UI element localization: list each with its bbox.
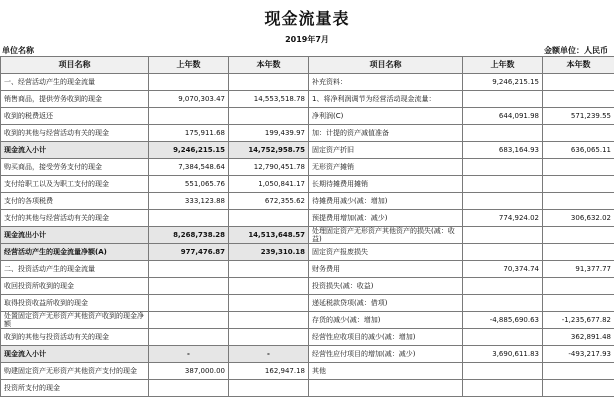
left-prev-value: 387,000.00 [149, 363, 229, 380]
left-item-label: 销售商品，提供劳务收到的现金 [1, 91, 149, 108]
left-item-label: 现金流入小计 [1, 346, 149, 363]
right-prev-value [463, 380, 543, 397]
table-row [1, 295, 614, 312]
right-curr-value: 362,891.48 [543, 329, 614, 346]
right-curr-value: -493,217.93 [543, 346, 614, 363]
table-row [1, 210, 614, 227]
left-curr-value: 239,310.18 [229, 244, 309, 261]
left-item-label: 支付的其他与经营活动有关的现金 [1, 210, 149, 227]
right-item-label: 补充资料： [309, 74, 463, 91]
header-item-2: 项目名称 [309, 57, 463, 74]
left-prev-value [149, 278, 229, 295]
right-item-label: 存货的减少(减：增加) [309, 312, 463, 329]
left-item-label: 收到的其他与投资活动有关的现金 [1, 329, 149, 346]
left-prev-value: 9,246,215.15 [149, 142, 229, 159]
left-prev-value: 333,123.88 [149, 193, 229, 210]
right-curr-value [543, 125, 614, 142]
left-item-label: 现金流出小计 [1, 227, 149, 244]
right-prev-value [463, 295, 543, 312]
table-row [1, 278, 614, 295]
left-curr-value [229, 278, 309, 295]
right-curr-value [543, 380, 614, 397]
statement-table [0, 56, 614, 397]
right-prev-value [463, 278, 543, 295]
right-prev-value [463, 244, 543, 261]
right-prev-value [463, 176, 543, 193]
left-curr-value [229, 108, 309, 125]
table-row [1, 142, 614, 159]
right-item-label: 加：计提的资产减值准备 [309, 125, 463, 142]
right-prev-value [463, 125, 543, 142]
left-curr-value: 672,355.62 [229, 193, 309, 210]
right-prev-value [463, 329, 543, 346]
left-curr-value: 199,439.97 [229, 125, 309, 142]
left-item-label: 收到的其他与经营活动有关的现金 [1, 125, 149, 142]
left-curr-value [229, 295, 309, 312]
right-prev-value: 9,246,215.15 [463, 74, 543, 91]
left-curr-value [229, 312, 309, 329]
left-prev-value: 9,070,303.47 [149, 91, 229, 108]
right-curr-value [543, 74, 614, 91]
page-title: 现金流量表 [264, 9, 350, 28]
table-row [1, 176, 614, 193]
right-item-label: 财务费用 [309, 261, 463, 278]
currency-unit-label: 金额单位：人民币 [544, 46, 608, 55]
left-prev-value: 175,911.68 [149, 125, 229, 142]
left-prev-value [149, 295, 229, 312]
left-prev-value: 977,476.87 [149, 244, 229, 261]
left-item-label: 处置固定资产无形资产其他资产收到的现金净额 [1, 312, 149, 329]
table-row [1, 74, 614, 91]
right-item-label: 长期待摊费用摊销 [309, 176, 463, 193]
right-curr-value: -1,235,677.82 [543, 312, 614, 329]
left-curr-value: 14,752,958.75 [229, 142, 309, 159]
table-row [1, 108, 614, 125]
left-item-label: 二、投资活动产生的现金流量 [1, 261, 149, 278]
table-row [1, 380, 614, 397]
left-item-label: 投资所支付的现金 [1, 380, 149, 397]
right-item-label: 预提费用增加(减：减少) [309, 210, 463, 227]
left-prev-value: 8,268,738.28 [149, 227, 229, 244]
left-item-label: 取得投资收益所收到的现金 [1, 295, 149, 312]
right-prev-value: 774,924.02 [463, 210, 543, 227]
table-row [1, 346, 614, 363]
right-prev-value [463, 227, 543, 244]
left-prev-value [149, 74, 229, 91]
right-item-label: 待摊费用减少(减：增加) [309, 193, 463, 210]
table-row [1, 261, 614, 278]
right-curr-value: 571,239.55 [543, 108, 614, 125]
right-curr-value [543, 363, 614, 380]
right-item-label [309, 380, 463, 397]
header-prev-year: 上年数 [149, 57, 229, 74]
right-item-label: 固定资产报废损失 [309, 244, 463, 261]
left-curr-value: - [229, 346, 309, 363]
left-curr-value: 12,790,451.78 [229, 159, 309, 176]
right-prev-value [463, 193, 543, 210]
right-prev-value: 683,164.93 [463, 142, 543, 159]
right-curr-value [543, 278, 614, 295]
left-curr-value [229, 329, 309, 346]
right-curr-value [543, 159, 614, 176]
left-curr-value: 1,050,841.17 [229, 176, 309, 193]
left-prev-value [149, 380, 229, 397]
company-name-label: 单位名称 [2, 46, 34, 55]
right-prev-value [463, 91, 543, 108]
right-prev-value: 70,374.74 [463, 261, 543, 278]
statement-table-wrapper [0, 56, 614, 400]
right-item-label: 无形资产摊销 [309, 159, 463, 176]
right-curr-value [543, 91, 614, 108]
right-curr-value [543, 295, 614, 312]
table-row [1, 91, 614, 108]
right-prev-value [463, 159, 543, 176]
right-item-label: 经营性应收项目的减少(减：增加) [309, 329, 463, 346]
report-period: 2019年7月 [285, 35, 329, 44]
left-item-label: 购买商品，接受劳务支付的现金 [1, 159, 149, 176]
right-curr-value [543, 193, 614, 210]
left-item-label: 支付给职工以及为职工支付的现金 [1, 176, 149, 193]
left-prev-value [149, 312, 229, 329]
right-curr-value: 306,632.02 [543, 210, 614, 227]
left-curr-value: 14,553,518.78 [229, 91, 309, 108]
left-item-label: 收到的税费返还 [1, 108, 149, 125]
right-item-label: 固定资产折旧 [309, 142, 463, 159]
table-header-row [1, 57, 614, 74]
left-curr-value [229, 210, 309, 227]
right-item-label: 1、将净利润调节为经营活动现金流量： [309, 91, 463, 108]
left-prev-value [149, 210, 229, 227]
right-item-label: 处理固定资产无形资产其他资产的损失(减：收益) [309, 227, 463, 244]
table-row [1, 159, 614, 176]
table-row [1, 363, 614, 380]
table-row [1, 193, 614, 210]
left-item-label: 支付的各项税费 [1, 193, 149, 210]
right-prev-value: -4,885,690.63 [463, 312, 543, 329]
left-prev-value [149, 329, 229, 346]
left-prev-value [149, 108, 229, 125]
right-curr-value [543, 244, 614, 261]
left-prev-value: 551,065.76 [149, 176, 229, 193]
left-item-label: 收回投资所收到的现金 [1, 278, 149, 295]
left-curr-value [229, 380, 309, 397]
right-item-label: 经营性应付项目的增加(减：减少) [309, 346, 463, 363]
left-item-label: 购建固定资产无形资产其他资产支付的现金 [1, 363, 149, 380]
left-prev-value: - [149, 346, 229, 363]
left-item-label: 一、经营活动产生的现金流量 [1, 74, 149, 91]
right-prev-value: 3,690,611.83 [463, 346, 543, 363]
left-curr-value: 162,947.18 [229, 363, 309, 380]
header-curr-year: 本年数 [229, 57, 309, 74]
header-prev-year-2: 上年数 [463, 57, 543, 74]
table-row [1, 227, 614, 244]
right-item-label: 递延税款贷项(减：借项) [309, 295, 463, 312]
right-curr-value [543, 227, 614, 244]
header-item: 项目名称 [1, 57, 149, 74]
table-row [1, 125, 614, 142]
right-curr-value: 91,377.77 [543, 261, 614, 278]
header-curr-year-2: 本年数 [543, 57, 614, 74]
table-row [1, 244, 614, 261]
left-curr-value: 14,513,648.57 [229, 227, 309, 244]
table-row [1, 312, 614, 329]
left-curr-value [229, 261, 309, 278]
left-item-label: 现金流入小计 [1, 142, 149, 159]
right-curr-value [543, 176, 614, 193]
right-curr-value: 636,065.11 [543, 142, 614, 159]
right-item-label: 净利润(C) [309, 108, 463, 125]
right-prev-value: 644,091.98 [463, 108, 543, 125]
left-prev-value [149, 261, 229, 278]
right-prev-value [463, 363, 543, 380]
table-row [1, 329, 614, 346]
right-item-label: 投资损失(减：收益) [309, 278, 463, 295]
left-item-label: 经营活动产生的现金流量净额(A) [1, 244, 149, 261]
left-curr-value [229, 74, 309, 91]
left-prev-value: 7,384,548.64 [149, 159, 229, 176]
right-item-label: 其他 [309, 363, 463, 380]
